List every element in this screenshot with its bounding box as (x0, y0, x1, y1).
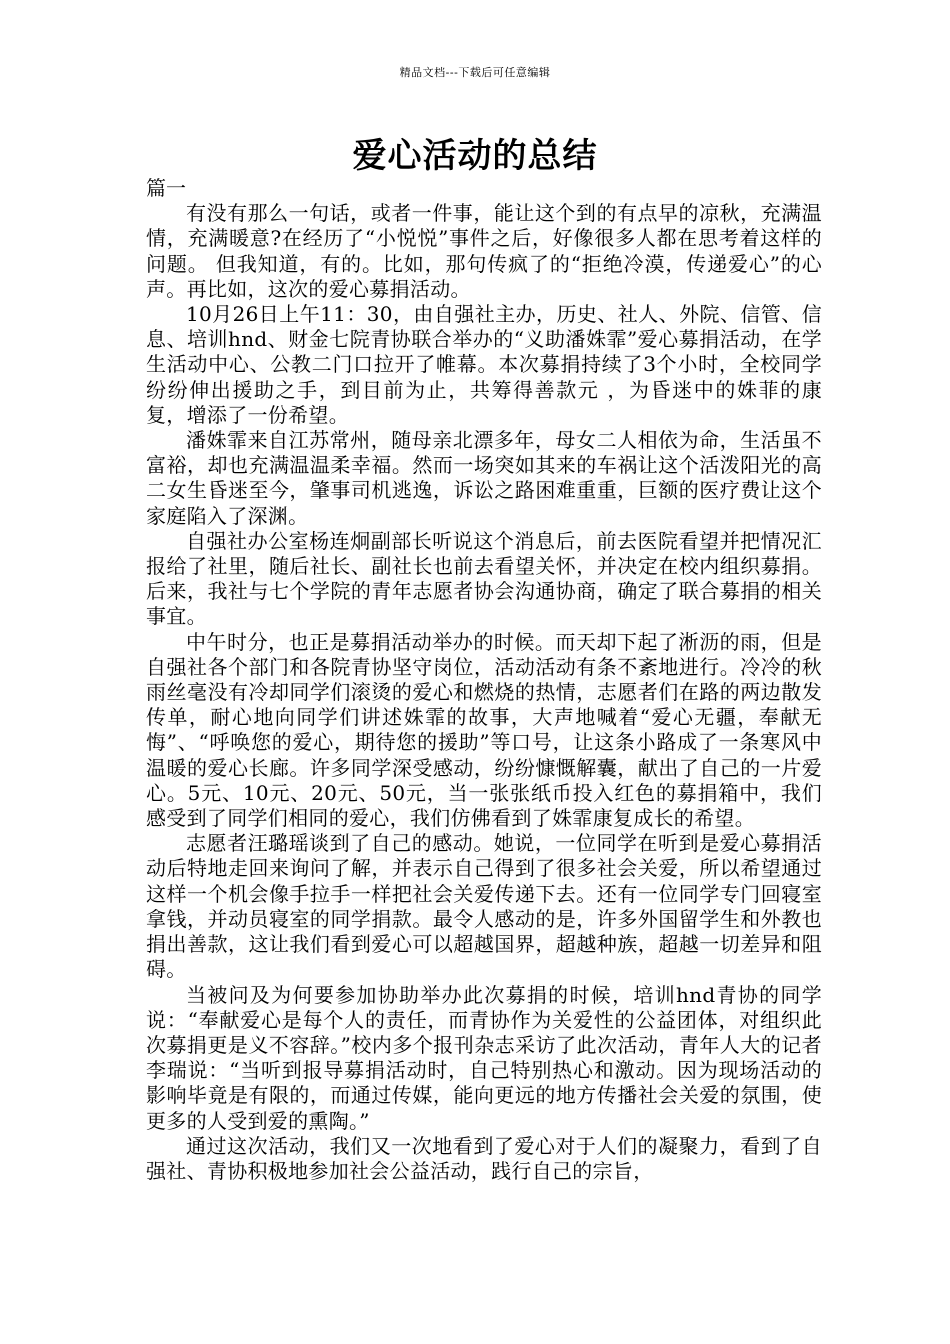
document-title: 爱心活动的总结 (352, 136, 598, 176)
paragraph: 有没有那么一句话，或者一件事，能让这个到的有点早的凉秋，充满温情，充满暖意?在经历了“小悦悦”事件之后，好像很多人都在思考着这样的问题。 但我知道，有的。比如，那句传疯了的“拒绝冷漠，传递爱心”的心声。再比如，这次的爱心募捐活动。 (146, 201, 822, 301)
document-body (146, 176, 822, 1184)
paragraph: 当被问及为何要参加协助举办此次募捐的时候，培训hnd青协的同学说：“奉献爱心是每个人的责任，而青协作为关爱性的公益团体，对组织此次募捐更是义不容辞。”校内多个报刊杂志采访了此次活动，青年人大的记者李瑞说：“当听到报导募捐活动时，自己特别热心和激动。因为现场活动的影响毕竟是有限的，而通过传媒，能向更远的地方传播社会关爱的氛围，使更多的人受到爱的熏陶。” (146, 982, 822, 1133)
paragraph: 10月26日上午11：30，由自强社主办，历史、社人、外院、信管、信息、培训hnd、财金七院青协联合举办的“义助潘姝霏”爱心募捐活动，在学生活动中心、公教二门口拉开了帷幕。本次募捐持续了3个小时，全校同学纷纷伸出援助之手，到目前为止，共筹得善款元 ，为昏迷中的姝菲的康复，增添了一份希望。 (146, 302, 822, 427)
paragraph: 自强社办公室杨连炯副部长听说这个消息后，前去医院看望并把情况汇报给了社里，随后社长、副社长也前去看望关怀，并决定在校内组织募捐。后来，我社与七个学院的青年志愿者协会沟通协商，确定了联合募捐的相关事宜。 (146, 528, 822, 629)
paragraph: 通过这次活动，我们又一次地看到了爱心对于人们的凝聚力，看到了自强社、青协积极地参加社会公益活动，践行自己的宗旨， (146, 1133, 822, 1183)
paragraph: 志愿者汪璐瑶谈到了自己的感动。她说，一位同学在听到是爱心募捐活动后特地走回来询问了解，并表示自己得到了很多社会关爱，所以希望通过这样一个机会像手拉手一样把社会关爱传递下去。还有一位同学专门回寝室拿钱，并动员寝室的同学捐款。最令人感动的是，许多外国留学生和外教也捐出善款，这让我们看到爱心可以超越国界，超越种族，超越一切差异和阻碍。 (146, 831, 822, 982)
section-label: 篇一 (146, 176, 186, 200)
paragraph: 中午时分，也正是募捐活动举办的时候。而天却下起了淅沥的雨，但是自强社各个部门和各院青协坚守岗位，活动活动有条不紊地进行。冷冷的秋雨丝毫没有冷却同学们滚烫的爱心和燃烧的热情，志愿者们在路的两边散发传单，耐心地向同学们讲述姝霏的故事，大声地喊着“爱心无疆，奉献无悔”、“呼唤您的爱心，期待您的援助”等口号，让这条小路成了一条寒风中温暖的爱心长廊。许多同学深受感动，纷纷慷慨解囊，献出了自己的一片爱心。5元、10元、20元、50元，当一张张纸币投入红色的募捐箱中，我们感受到了同学们相同的爱心，我们仿佛看到了姝霏康复成长的希望。 (146, 629, 822, 831)
header-note: 精品文档---下载后可任意编辑 (399, 66, 551, 79)
paragraph: 潘姝霏来自江苏常州，随母亲北漂多年，母女二人相依为命，生活虽不富裕，却也充满温温柔幸福。然而一场突如其来的车祸让这个活泼阳光的高二女生昏迷至今，肇事司机逃逸，诉讼之路困难重重，巨额的医疗费让这个家庭陷入了深渊。 (146, 428, 822, 528)
